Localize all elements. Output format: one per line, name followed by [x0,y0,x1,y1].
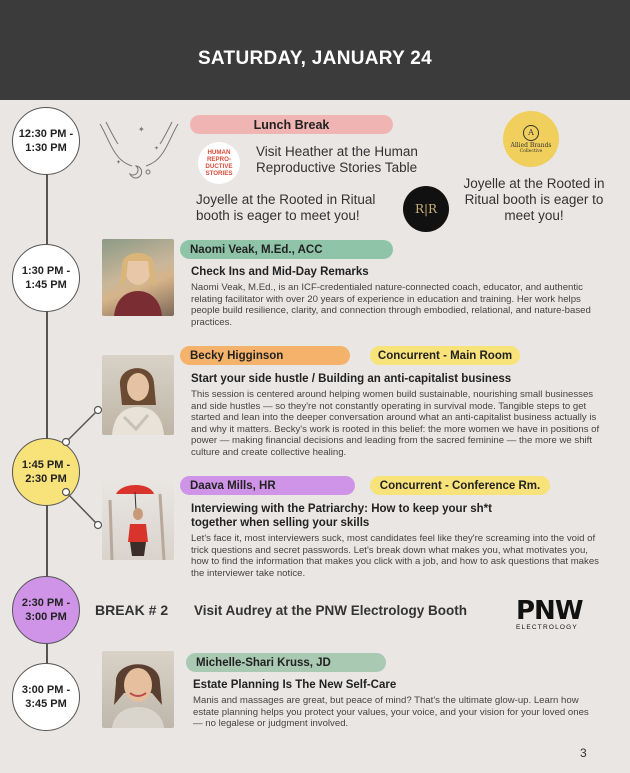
person-portrait-icon [102,651,174,728]
naomi-session-title: Check Ins and Mid-Day Remarks [191,266,369,278]
becky-speaker-name: Becky Higginson [180,346,350,365]
time-start: 1:30 PM - [21,265,71,277]
becky-session-title: Start your side hustle / Building an anti-capitalist business [191,373,512,385]
rooted-in-ritual-logo: R|R [403,186,449,232]
heather-table-text: Visit Heather at the Human Reproductive Stories Table [256,144,418,175]
joyelle-booth-text-left: Joyelle at the Rooted in Ritual booth is eager to meet you! [196,192,376,223]
svg-text:✦: ✦ [154,145,160,152]
michelle-photo [102,651,174,728]
break-2-label: BREAK # 2 [95,602,169,618]
daava-session-title: Interviewing with the Patriarchy: How to keep your sh*t together when selling your skills [191,503,492,529]
daava-photo [102,480,174,560]
page-number: 3 [580,746,587,760]
time-end: 3:45 PM [25,698,67,710]
michelle-speaker-name: Michelle-Shari Kruss, JD [186,653,386,672]
becky-session-description: This session is centered around helping women build sustainable, nourishing small businesses and side hustles — so they're not constantly operating in survival mode. Tangible steps to get started and lean into the deeper conversation around what an anti-capitalist business actually is and why it matters. Becky's work is rooted in this belief: the more women we have in positions of power — making financial decisions and leading from the sacred feminine — the more we shift culture and create collective healing. [191,389,600,458]
michelle-session-description: Manis and massages are great, but peace of mind? That's the ultimate glow-up. Learn how estate planning helps you protect your values, your voice, and your vision for your loved ones — no legalese or judgment involved. [193,695,589,730]
daava-session-description: Let's face it, most interviewers suck, most candidates feel like they're screaming into the void of trick questions and secret passwords. Let's break down what makes you, what motivates you, how to find the information that makes you click with a job, and how to ask questions that makes the interviewer take notice. [191,533,599,579]
person-with-umbrella-icon [102,480,174,560]
time-start: 3:00 PM - [21,684,71,696]
audrey-booth-text: Visit Audrey at the PNW Electrology Booth [194,603,468,618]
page-header [0,0,630,100]
michelle-session-title: Estate Planning Is The New Self-Care [193,679,397,691]
time-end: 2:30 PM [25,473,67,485]
time-slot-130 [12,244,80,312]
page-title: SATURDAY, JANUARY 24 [197,48,433,69]
naomi-speaker-name: Naomi Veak, M.Ed., ACC [180,240,393,259]
svg-text:✦: ✦ [138,125,145,134]
svg-text:✦: ✦ [116,159,122,166]
naomi-photo [102,239,174,316]
becky-room-badge: Concurrent - Main Room [370,346,520,365]
daava-speaker-name: Daava Mills, HR [180,476,355,495]
hands-moon-illustration-icon [96,120,182,182]
time-start: 12:30 PM - [18,128,74,140]
time-end: 3:00 PM [25,611,67,623]
time-slot-230 [12,576,80,644]
naomi-session-description: Naomi Veak, M.Ed., is an ICF-credentialed nature-connected coach, educator, and authentic relating facilitator with over 20 years of experience in education and training. Her work helps people build resilience, clarity, and connection through embodied, relational, and nature-based practices. [191,282,591,328]
time-end: 1:45 PM [25,279,67,291]
time-start: 2:30 PM - [21,597,71,609]
becky-photo [102,355,174,435]
time-slot-300 [12,663,80,731]
allied-brands-logo: A Allied Brands Collective [503,111,559,167]
person-portrait-icon [102,355,174,435]
pnw-electrology-logo: PNW ELECTROLOGY [516,596,583,631]
time-slot-1230 [12,107,80,175]
joyelle-booth-text-right: Joyelle at the Rooted in Ritual booth is eager to meet you! [463,176,605,223]
time-start: 1:45 PM - [21,459,71,471]
time-end: 1:30 PM [25,142,67,154]
human-reproductive-stories-logo: HUMAN REPRO- DUCTIVE STORIES [198,142,240,184]
lunch-break-label: Lunch Break [190,115,393,134]
daava-room-badge: Concurrent - Conference Rm. [370,476,550,495]
person-portrait-icon [102,239,174,316]
